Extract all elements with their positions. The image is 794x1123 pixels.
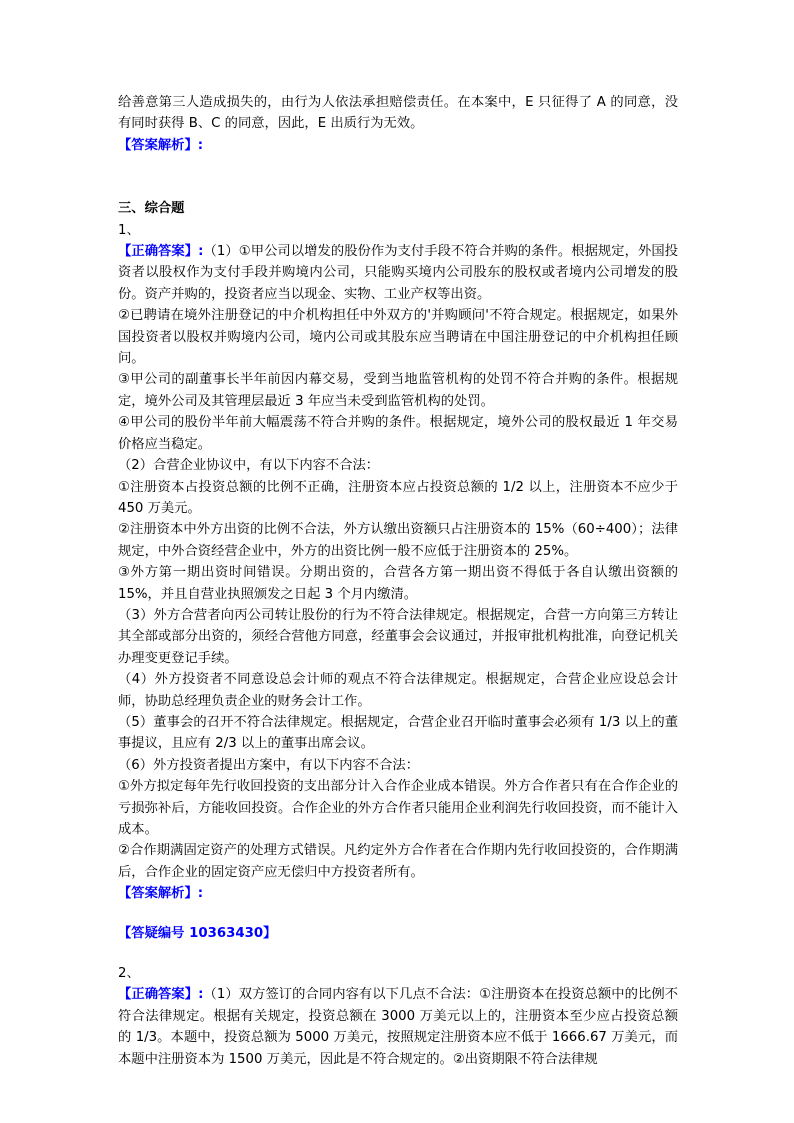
q1-paragraph-14: ②合作期满固定资产的处理方式错误。凡约定外方合作者在合作期内先行收回投资的，合作期满后，合作企业的固定资产应无偿归中方投资者所有。 — [118, 843, 678, 880]
q1-paragraph-2: ②已聘请在境外注册登记的中介机构担任中外双方的'并购顾问'不符合规定。根据规定，如果外国投资者以股权并购境内公司，境内公司或其股东应当聘请在中国注册登记的中介机构担任顾问。 — [118, 308, 678, 367]
q1-paragraph-11: （5）董事会的召开不符合法律规定。根据规定，合营企业召开临时董事会必须有 1/3 以上的董事提议，且应有 2/3 以上的董事出席会议。 — [118, 714, 678, 752]
question-reference-id: 【答疑编号 10363430】 — [118, 925, 277, 941]
q1-answer-paragraph-1: 【正确答案】:（1）①甲公司以增发的股份作为支付手段不符合并购的条件。根据规定，外国投资者以股权作为支付手段并购境内公司，只能购买境内公司股东的股权或者境内公司增发的股份。资产并购的，投资者应当以现金、实物、工业产权等出资。 — [118, 244, 678, 302]
q1-paragraph-10: （4）外方投资者不同意设总会计师的观点不符合法律规定。根据规定，合营企业应设总会计师，协助总经理负责企业的财务会计工作。 — [118, 672, 678, 709]
intro-paragraph: 给善意第三人造成损失的，由行为人依法承担赔偿责任。在本案中，E 只征得了 A 的同意，没有同时获得 B、C 的同意，因此，E 出质行为无效。 — [118, 95, 678, 132]
q1-paragraph-6: ①注册资本占投资总额的比例不正确，注册资本应占投资总额的 1/2 以上，注册资本不应少于 450 万美元。 — [118, 479, 678, 516]
correct-answer-label: 【正确答案】: — [118, 987, 204, 1003]
q1-paragraph-3: ③甲公司的副董事长半年前因内幕交易，受到当地监管机构的处罚不符合并购的条件。根据规定，境外公司及其管理层最近 3 年应当未受到监管机构的处罚。 — [118, 372, 678, 409]
q1-paragraph-4: ④甲公司的股份半年前大幅震荡不符合并购的条件。根据规定，境外公司的股权最近 1 年交易价格应当稳定。 — [118, 415, 678, 452]
q2-answer-paragraph: 【正确答案】:（1）双方签订的合同内容有以下几点不合法：①注册资本在投资总额中的比例不符合法律规定。根据有关规定，投资总额在 3000 万美元以上的，注册资本至少应占投资总额的 1/3。本题中，投资总额为 5000 万美元，按照规定注册资本应不低于 1666.67 万美元，而本题中注册资本为 1500 万美元，因此是不符合规定的。②出资期限不符合法律规 — [118, 987, 678, 1067]
question-number-1: 1、 — [118, 222, 140, 238]
section-title: 三、综合题 — [118, 201, 185, 217]
answer-analysis-label: 【答案解析】: — [118, 137, 204, 153]
question-number-2: 2、 — [118, 966, 140, 982]
q1-paragraph-13: ①外方拟定每年先行收回投资的支出部分计入合作企业成本错误。外方合作者只有在合作企业的亏损弥补后，方能收回投资。合作企业的外方合作者只能用企业利润先行收回投资，而不能计入成本。 — [118, 779, 678, 837]
q1-paragraph-8: ③外方第一期出资时间错误。分期出资的，合营各方第一期出资不得低于各自认缴出资额的 15%，并且自营业执照颁发之日起 3 个月内缴清。 — [118, 565, 678, 602]
document-content — [118, 92, 678, 1070]
q1-paragraph-9: （3）外方合营者向丙公司转让股份的行为不符合法律规定。根据规定，合营一方向第三方转让其全部或部分出资的，须经合营他方同意，经董事会会议通过，并报审批机构批准，向登记机关办理变更登记手续。 — [118, 607, 678, 666]
correct-answer-label: 【正确答案】: — [118, 244, 204, 260]
q1-paragraph-7: ②注册资本中外方出资的比例不合法，外方认缴出资额只占注册资本的 15%（60÷400）；法律规定，中外合资经营企业中，外方的出资比例一般不应低于注册资本的 25%。 — [118, 522, 678, 559]
answer-analysis-label: 【答案解析】: — [118, 886, 204, 902]
q1-paragraph-5: （2）合营企业协议中，有以下内容不合法： — [118, 458, 380, 474]
q1-paragraph-12: （6）外方投资者提出方案中，有以下内容不合法： — [118, 757, 419, 773]
